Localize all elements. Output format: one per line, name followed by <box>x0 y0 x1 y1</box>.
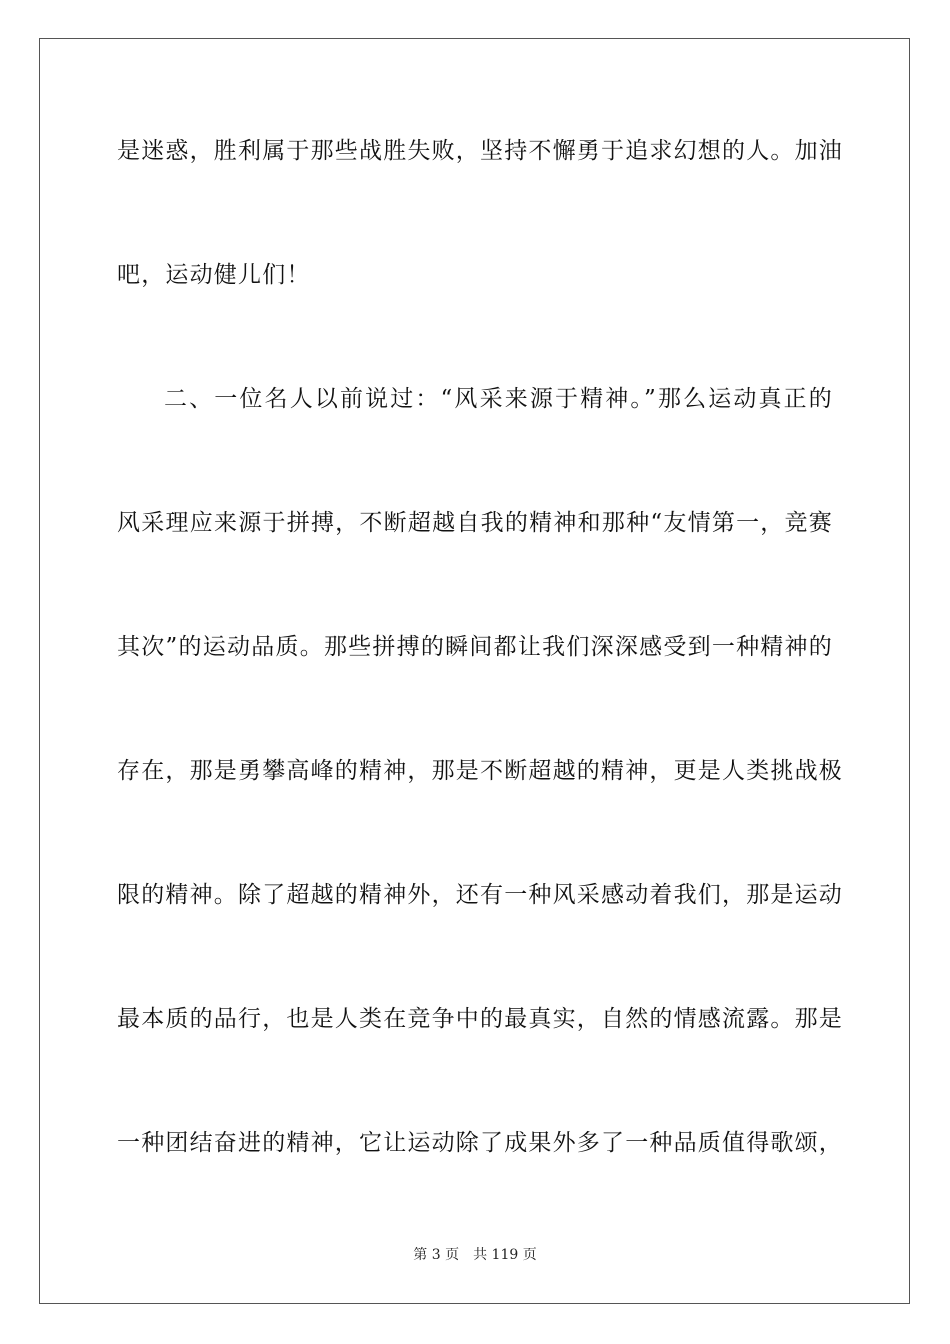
body-text-line: 吧，运动健儿们！ <box>117 262 311 288</box>
body-text-line: 限的精神。除了超越的精神外，还有一种风采感动着我们，那是运动 <box>117 882 843 908</box>
body-text-line: 风采理应来源于拼搏，不断超越自我的精神和那种“友情第一，竞赛 <box>117 510 833 536</box>
body-text-line: 一种团结奋进的精神，它让运动除了成果外多了一种品质值得歌颂， <box>117 1130 843 1156</box>
body-text-line: 最本质的品行，也是人类在竞争中的最真实，自然的情感流露。那是 <box>117 1006 843 1032</box>
body-text-line: 是迷惑，胜利属于那些战胜失败，坚持不懈勇于追求幻想的人。加油 <box>117 138 843 164</box>
paragraph-first-line: 二、一位名人以前说过：“风采来源于精神。”那么运动真正的 <box>164 386 833 412</box>
body-text-line: 存在，那是勇攀高峰的精神，那是不断超越的精神，更是人类挑战极 <box>117 758 843 784</box>
page-border <box>39 38 910 1304</box>
page-number-footer: 第 3 页 共 119 页 <box>413 1247 537 1263</box>
body-text-line: 其次”的运动品质。那些拼搏的瞬间都让我们深深感受到一种精神的 <box>117 634 833 660</box>
